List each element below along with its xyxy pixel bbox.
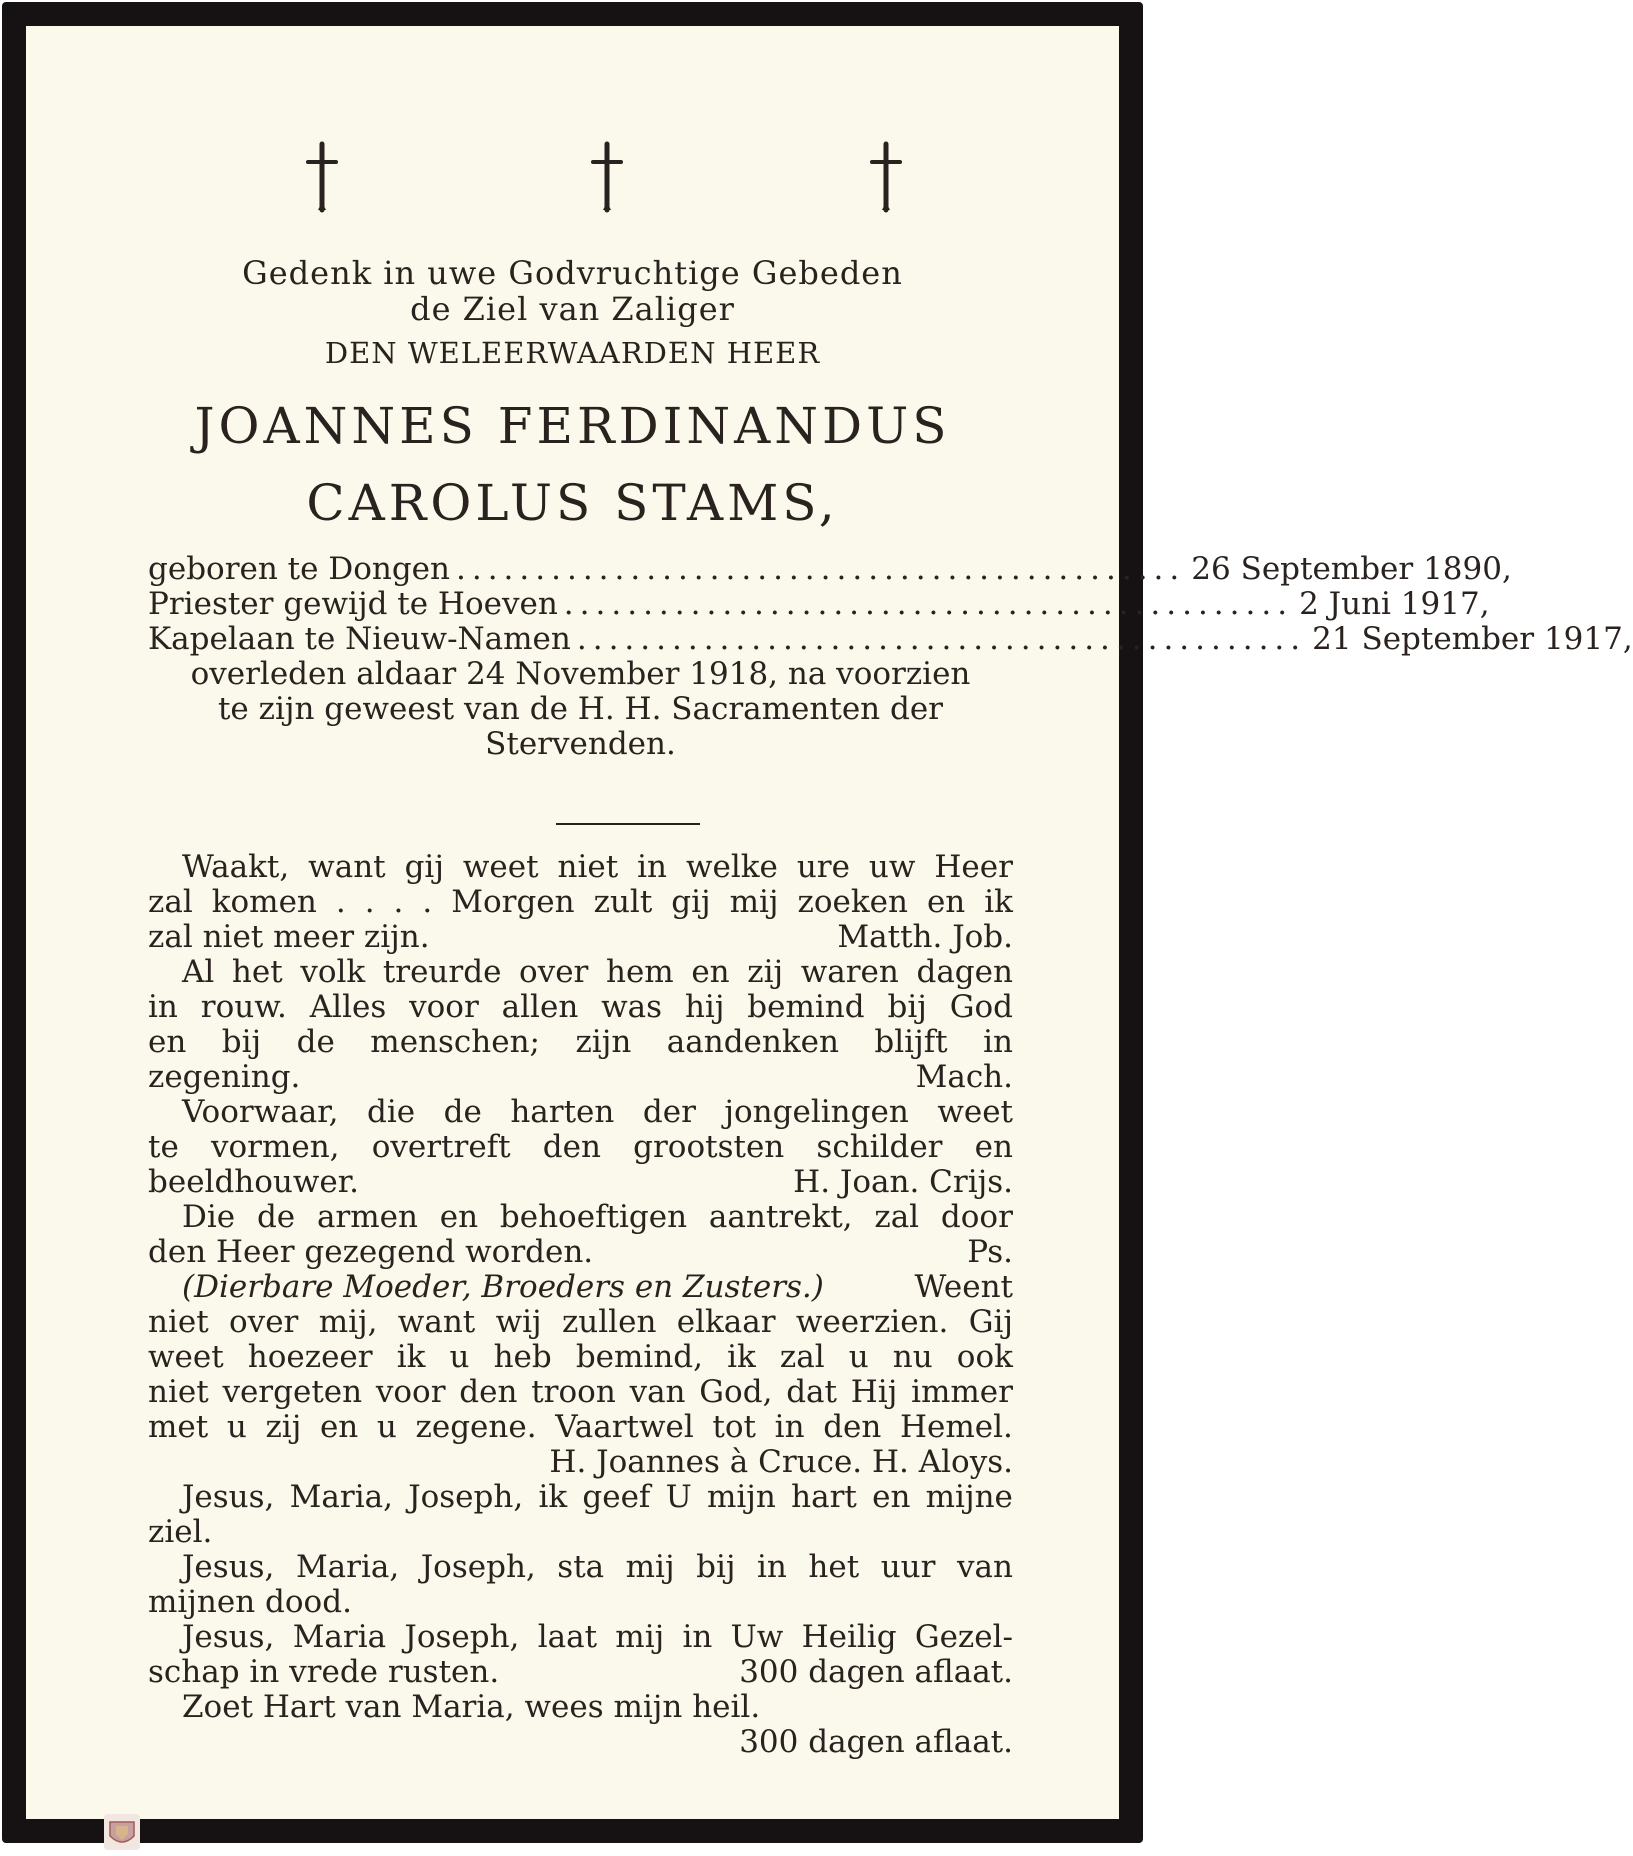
text-line [148,1060,1013,1095]
citation: Ps. [967,1234,1013,1270]
word: harten [510,1094,615,1130]
word: van [956,1549,1013,1585]
text-line [148,1375,1013,1410]
cross-icon [864,142,908,212]
italic-address: (Dierbare Moeder, Broeders en Zusters.) [182,1269,824,1305]
text-line [148,1270,1013,1305]
word: u [449,1339,470,1375]
prayer-text [148,850,1013,1760]
word: schilder [816,1129,943,1165]
word: ik [727,1339,756,1375]
word: ik [984,884,1013,920]
bio-label: geboren te Dongen [148,551,450,587]
line-text: mijnen dood. [148,1584,352,1620]
word: vormen, [210,1129,340,1165]
word: door [940,1199,1013,1235]
word: in [682,1619,713,1655]
word: den [542,1129,601,1165]
word: dat [786,1374,837,1410]
word: weerzien. [795,1304,949,1340]
word: met [148,1409,209,1445]
word: en [691,954,730,990]
word: mij [729,884,779,920]
word: blijft [874,1024,948,1060]
citation: Mach. [915,1059,1013,1095]
cross-icon [300,142,344,212]
word: sta [557,1549,605,1585]
text-line [148,1305,1013,1340]
bio-row-ordained [148,586,1490,622]
word: de [443,1094,482,1130]
word: weet [148,1339,224,1375]
word: zal [779,1339,825,1375]
text-line [148,1550,1013,1585]
word: ure [796,849,850,885]
word: zult [593,884,653,920]
word: niet [557,849,619,885]
text-line [148,885,1013,920]
word: den [459,1374,518,1410]
word: en [872,1479,911,1515]
word: Maria, [295,1549,400,1585]
bio-label: Priester gewijd te Hoeven [148,586,558,622]
word: Vaartwel [555,1409,694,1445]
crosses-row [52,142,1093,242]
word: bemind [747,989,865,1025]
word: was [601,989,663,1025]
word: Jesus, [182,1479,275,1515]
word: mijne [925,1479,1013,1515]
word: ik [538,1479,568,1515]
word: het [231,954,283,990]
word: jongelingen [724,1094,909,1130]
line-text: den Heer gezegend worden. [148,1234,594,1270]
coat-of-arms-stamp [102,1812,142,1852]
word: en [926,884,966,920]
word: Gij [968,1304,1013,1340]
word: niet [148,1304,209,1340]
word: mij [625,1549,675,1585]
black-mourning-border [2,2,1633,1843]
bio-row-born [148,551,1512,587]
word: wij [495,1304,542,1340]
word: weet [937,1094,1013,1130]
word: weet [462,849,539,885]
word: rouw. [200,989,287,1025]
text-line [148,1655,1013,1690]
bio-row-chaplain [148,621,1633,657]
word: vergeten [222,1374,363,1410]
word: menschen; [370,1024,540,1060]
leader-dots: .............................................. [576,621,1307,657]
word: welke [685,849,778,885]
word: ook [956,1339,1013,1375]
word: Jesus, [182,1549,275,1585]
text-line [148,920,1013,955]
word: Joseph, [408,1479,524,1515]
word: voor [409,989,479,1025]
word: Jesus, [182,1619,275,1655]
word: zullen [561,1304,657,1340]
word: aandenken [666,1024,839,1060]
line-text: ziel. [148,1514,213,1550]
word: mij [615,1619,665,1655]
word: laat [537,1619,598,1655]
word: niet [148,1374,209,1410]
word: dagen [916,954,1013,990]
word: God, [699,1374,773,1410]
citation: 300 dagen aflaat. [739,1654,1013,1690]
text-line [148,1025,1013,1060]
word: God [949,989,1013,1025]
word: bij [887,989,927,1025]
word: der [642,1094,696,1130]
word: . [393,884,404,920]
header-line-1: Gedenk in uwe Godvruchtige Gebeden [242,254,903,292]
word: armen [316,1199,418,1235]
text-line [148,1690,1013,1725]
leader-dots: .............................................. [563,586,1294,622]
word: zal [148,884,193,920]
word: grootsten [633,1129,785,1165]
word: in [756,1549,787,1585]
word: mij, [318,1304,378,1340]
word: gij [671,884,711,920]
word: van [629,1374,686,1410]
word: allen [501,989,579,1025]
word: Morgen [451,884,575,920]
word: bij [696,1549,736,1585]
bio-value: 21 September 1917, [1312,621,1633,657]
word: in [637,849,668,885]
word: . [364,884,375,920]
word: zij [747,954,784,990]
word: treurde [382,954,502,990]
word: u [376,1409,397,1445]
text-line [148,1515,1013,1550]
header-title: DEN WELEERWAARDEN HEER [324,336,821,370]
word: voor [375,1374,446,1410]
line-text: Weent [914,1269,1013,1305]
word: zij [265,1409,302,1445]
word: in [148,989,178,1025]
line-text: zal niet meer zijn. [148,919,430,955]
deceased-name-line-2: CAROLUS STAMS, [306,474,839,532]
line-text: schap in vrede rusten. [148,1654,500,1690]
word: en [319,1409,359,1445]
line-text: Zoet Hart van Maria, wees mijn heil. [182,1689,761,1725]
word: hart [791,1479,857,1515]
word: en [974,1129,1013,1165]
text-line [148,1585,1013,1620]
word: de [296,1024,335,1060]
word: aantrekt, [708,1199,853,1235]
word: Waakt, [182,849,290,885]
bio-line-died: overleden aldaar 24 November 1918, na voorzien [190,656,971,692]
word: en [439,1199,479,1235]
word: overtreft [371,1129,511,1165]
word: hem [605,954,674,990]
deceased-name-line-1: JOANNES FERDINANDUS [194,397,951,455]
word: behoeftigen [499,1199,688,1235]
word: u [848,1339,869,1375]
text-line [148,1165,1013,1200]
word: heb [493,1339,552,1375]
word: Maria [292,1619,387,1655]
text-line [148,990,1013,1025]
card-content [52,52,1633,1793]
line-text: beeldhouwer. [148,1164,360,1200]
word: geef [582,1479,651,1515]
leader-dots: .............................................. [455,551,1186,587]
bio-line-sacraments: te zijn geweest van de H. H. Sacramenten der [217,691,944,727]
word: over [229,1304,299,1340]
citation: H. Joannes à Cruce. H. Aloys. [549,1444,1013,1480]
word: uur [880,1549,936,1585]
text-line [148,1340,1013,1375]
word: gij [404,849,444,885]
bio-line-dying: Stervenden. [485,726,676,762]
text-line [148,1620,1013,1655]
word: want [397,1304,476,1340]
word: mijn [707,1479,776,1515]
word: . [335,884,346,920]
word: komen [211,884,317,920]
word: Heer [934,849,1013,885]
word: nu [892,1339,933,1375]
word: de [256,1199,296,1235]
line-text: zegening. [148,1059,301,1095]
word: Joseph, [404,1619,520,1655]
word: Die [182,1199,236,1235]
word: ik [396,1339,426,1375]
word: in [774,1409,805,1445]
word: en [148,1024,187,1060]
word: het [808,1549,860,1585]
text-line [148,1200,1013,1235]
citation: Matth. Job. [837,919,1013,955]
cross-icon [585,142,629,212]
word: in [983,1024,1013,1060]
word: zegene. [415,1409,537,1445]
word: bij [221,1024,262,1060]
word: den [823,1409,882,1445]
text-line [148,1235,1013,1270]
biography [148,551,1633,762]
text-line [148,1130,1013,1165]
word: U [665,1479,692,1515]
text-line [148,955,1013,990]
word: volk [300,954,366,990]
word: Hij [850,1374,898,1410]
word: . [422,884,433,920]
word: elkaar [676,1304,776,1340]
bio-label: Kapelaan te Nieuw-Namen [148,621,571,657]
citation: 300 dagen aflaat. [739,1724,1013,1760]
word: Alles [309,989,387,1025]
bio-value: 2 Juni 1917, [1299,586,1490,622]
header-line-2: de Ziel van Zaliger [410,290,735,328]
divider [556,823,700,825]
text-line [148,1445,1013,1480]
word: immer [911,1374,1013,1410]
word: hoezeer [247,1339,373,1375]
word: Uw [730,1619,784,1655]
word: troon [531,1374,616,1410]
word: zal [874,1199,920,1235]
word: Al [182,954,215,990]
word: want [308,849,386,885]
word: die [366,1094,416,1130]
word: waren [800,954,899,990]
word: over [519,954,589,990]
word: Joseph, [420,1549,536,1585]
text-line [148,1095,1013,1130]
word: Heilig [801,1619,897,1655]
word: zijn [575,1024,632,1060]
bio-value: 26 September 1890, [1191,551,1512,587]
word: te [148,1129,179,1165]
word: Hemel. [899,1409,1013,1445]
word: Maria, [289,1479,393,1515]
word: uw [868,849,916,885]
word: hij [684,989,725,1025]
citation: H. Joan. Crijs. [793,1164,1013,1200]
word: Voorwaar, [182,1094,339,1130]
word: bemind, [575,1339,703,1375]
text-line [148,1410,1013,1445]
text-line [148,850,1013,885]
word: Gezel- [914,1619,1013,1655]
word: u [226,1409,247,1445]
text-line [148,1480,1013,1515]
word: tot [712,1409,757,1445]
text-line [148,1725,1013,1760]
word: zoeken [797,884,908,920]
